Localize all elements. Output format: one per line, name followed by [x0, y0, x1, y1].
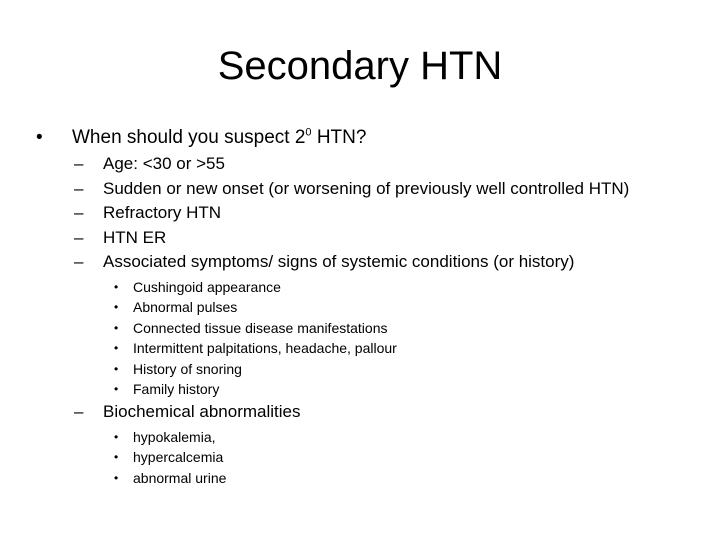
main-bullet-text-before: When should you suspect 2 — [72, 127, 306, 148]
sub-item-biochem — [36, 400, 706, 425]
dot-marker: • — [114, 300, 119, 315]
sub-item-text: Age: <30 or >55 — [103, 154, 225, 173]
associated-item — [36, 297, 706, 318]
biochem-item — [36, 468, 706, 489]
dash-marker: – — [74, 227, 84, 247]
dash-marker: – — [74, 402, 84, 422]
dash-marker: – — [74, 154, 84, 173]
associated-item-text: Cushingoid appearance — [133, 278, 281, 295]
associated-item-text: History of snoring — [133, 360, 242, 377]
associated-item — [36, 277, 706, 298]
sub-item-age — [36, 152, 706, 177]
associated-item — [36, 379, 706, 400]
dot-marker: • — [114, 382, 119, 397]
main-bullet-superscript: 0 — [305, 126, 312, 139]
associated-item-text: Family history — [133, 381, 220, 398]
biochem-item — [36, 427, 706, 448]
dot-marker: • — [114, 470, 119, 485]
associated-list — [36, 275, 706, 401]
sub-item-er — [36, 226, 706, 251]
dot-marker: • — [114, 279, 119, 294]
associated-item-text: Abnormal pulses — [133, 299, 238, 316]
sub-item-onset — [36, 177, 706, 202]
sub-item-refractory — [36, 201, 706, 226]
dash-marker: – — [74, 178, 84, 198]
sub-item-text: Biochemical abnormalities — [103, 402, 301, 422]
main-bullet — [36, 126, 706, 152]
main-bullet-text-after: HTN? — [311, 127, 367, 148]
biochem-item-text: hypercalcemia — [133, 449, 224, 466]
sub-item-text: Associated symptoms/ signs of systemic conditions (or history) — [103, 252, 575, 271]
associated-item — [36, 359, 706, 380]
dash-marker: – — [74, 252, 84, 271]
biochem-item-text: abnormal urine — [133, 469, 227, 486]
biochem-item-text: hypokalemia, — [133, 428, 216, 445]
biochem-item — [36, 447, 706, 468]
dot-marker: • — [114, 341, 119, 356]
sub-item-text: Refractory HTN — [103, 203, 222, 222]
associated-item — [36, 318, 706, 339]
dot-marker: • — [114, 450, 119, 465]
dash-marker: – — [74, 203, 84, 222]
associated-item — [36, 338, 706, 359]
sub-item-text: Sudden or new onset (or worsening of previously well controlled HTN) — [103, 178, 630, 198]
sub-item-associated — [36, 250, 706, 275]
dot-marker: • — [114, 320, 119, 335]
bullet-marker: • — [36, 127, 43, 148]
slide-body — [36, 126, 706, 488]
biochem-list — [36, 425, 706, 489]
associated-item-text: Intermittent palpitations, headache, pallour — [133, 340, 397, 357]
sub-item-text: HTN ER — [103, 227, 167, 247]
associated-item-text: Connected tissue disease manifestations — [133, 319, 388, 336]
slide-title: Secondary HTN — [217, 44, 503, 88]
dot-marker: • — [114, 361, 119, 376]
dot-marker: • — [114, 429, 119, 444]
